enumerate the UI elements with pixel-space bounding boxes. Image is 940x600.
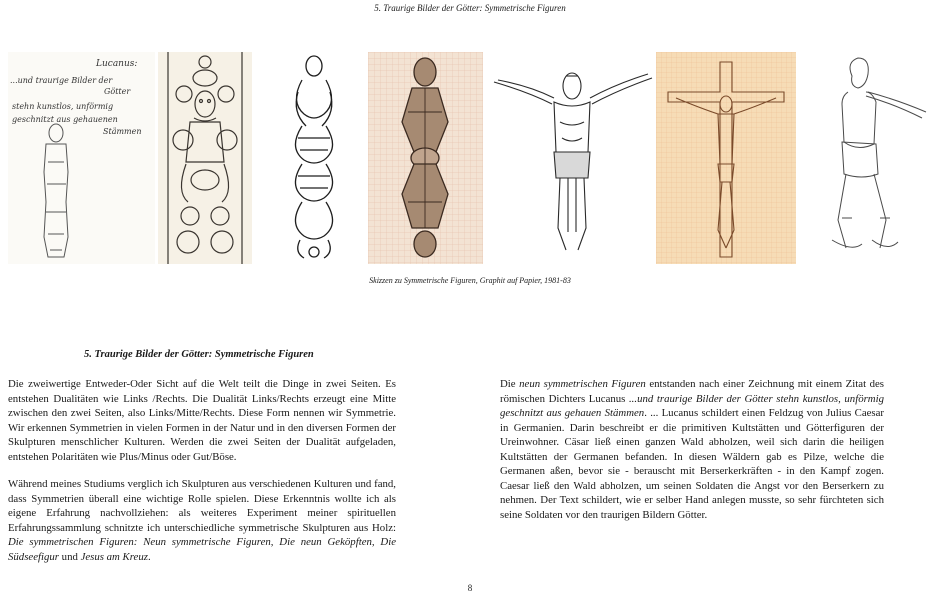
handwriting-line: geschnitzt aus gehauenen <box>12 115 118 124</box>
paragraph: Die zweiwertige Entweder-Oder Sicht auf die Welt teilt die Dinge in zwei Seiten. Es entstehen Dualitäten wie Links /Rechts. Die Dualität Links/Rechts erzeugt eine Mitte zwischen den zwei Seiten, also Links/Mitte/Rechts. Diese Form nennen wir Symmetrie. Wir erkennen Symmetrien in vielen Formen in der Natur und in den diversen Formen der Skulpturen menschlicher Kulturen. Werden die zwei Seiten der Dualität aufgeladen, entstehen Polaritäten wie Plus/Minus oder Gut/Böse. <box>8 378 396 463</box>
figure-caption: Skizzen zu Symmetrische Figuren, Graphit auf Papier, 1981-83 <box>369 276 571 285</box>
paragraph <box>500 377 884 522</box>
sketch-ornate-figure <box>158 52 252 264</box>
page-number: 8 <box>467 583 473 593</box>
handwriting-line: ...und traurige Bilder der <box>10 76 113 85</box>
works-title: Jesus am Kreuz <box>80 550 148 563</box>
sketch-crucifix-figure-drawing <box>488 52 658 264</box>
figure-strip <box>8 52 932 264</box>
works-title: neun symmetrischen Figuren <box>519 378 646 390</box>
paragraph-text: Die <box>500 378 520 390</box>
paragraph-text: Während meines Studiums verglich ich Skulpturen aus verschiedenen Kulturen und fand, dass Symmetrien überall eine wichtige Rolle spielen. Diese Erkenntnis wollte ich als eigene Erfahrung nachvollziehen: als weiteres Experiment meiner spirituellen Erfahrungssammlung schnitzte ich unterschiedliche symmetrische Skulpturen aus Holz: <box>8 478 396 534</box>
right-column <box>500 377 884 535</box>
sketch-torso-figure-drawing <box>802 52 932 264</box>
works-title: Die symmetrischen Figuren: Neun symmetrische Figuren, Die neun Geköpften, Die Südseefigur <box>8 536 396 563</box>
sketch-lucanus-note-drawing <box>8 52 155 264</box>
paragraph-text: . <box>147 550 151 563</box>
paragraph <box>8 477 396 564</box>
sketch-interlaced-totem-drawing <box>264 52 364 264</box>
quotation: ...und traurige Bilder der Götter stehn kunstlos, unförmig geschnitzt aus gehauen Stämmen <box>500 392 884 419</box>
handwriting-line: Stämmen <box>103 127 142 136</box>
section-title: 5. Traurige Bilder der Götter: Symmetrische Figuren <box>84 349 314 360</box>
sketch-cross-on-grid-paper-drawing <box>656 52 796 264</box>
paragraph-text: und <box>58 550 81 563</box>
sketch-mirrored-figure-grid-drawing <box>368 52 483 264</box>
standing-figure-icon <box>44 124 68 257</box>
sketch-lucanus-note <box>8 52 155 264</box>
sketch-crucifix-figure <box>488 52 658 264</box>
left-column <box>8 377 396 577</box>
paragraph-text: entstanden nach einer Zeichnung mit einem Zitat des römischen Dichters Lucanus <box>500 378 885 405</box>
sketch-ornate-figure-drawing <box>158 52 252 264</box>
sketch-mirrored-figure-grid <box>368 52 483 264</box>
running-header: 5. Traurige Bilder der Götter: Symmetrische Figuren <box>374 3 566 13</box>
sketch-torso-figure <box>802 52 932 264</box>
paragraph-text: . ... Lucanus schildert einen Feldzug von Julius Caesar in Germanien. Darin beschreibt er die primitiven Kultstätten und Götterfiguren der Ureinwohner. Cäsar ließ einen ganzen Wald abholzen, weil sich darin die heiligen Kultstätten der Germanen befanden. In diesen Wäldern gab es Pilze, welche die Germanen aßen, bevor sie - berauscht mit Berserkerkräften - in den Kampf zogen. Caesar ließ den Wald abholzen, um seinen Soldaten die Angst vor den Berserkern zu nehmen. Der Text schildert, wie er selber Hand anlegen musste, so sehr fürchteten sich seine Soldaten vor den traurigen Bildern Götter. <box>500 407 884 521</box>
handwriting-line: stehn kunstlos, unförmig <box>12 102 114 111</box>
handwriting-line: Lucanus: <box>96 59 138 69</box>
handwriting-line: Götter <box>104 87 131 96</box>
sketch-cross-on-grid-paper <box>656 52 796 264</box>
sketch-interlaced-totem <box>264 52 364 264</box>
